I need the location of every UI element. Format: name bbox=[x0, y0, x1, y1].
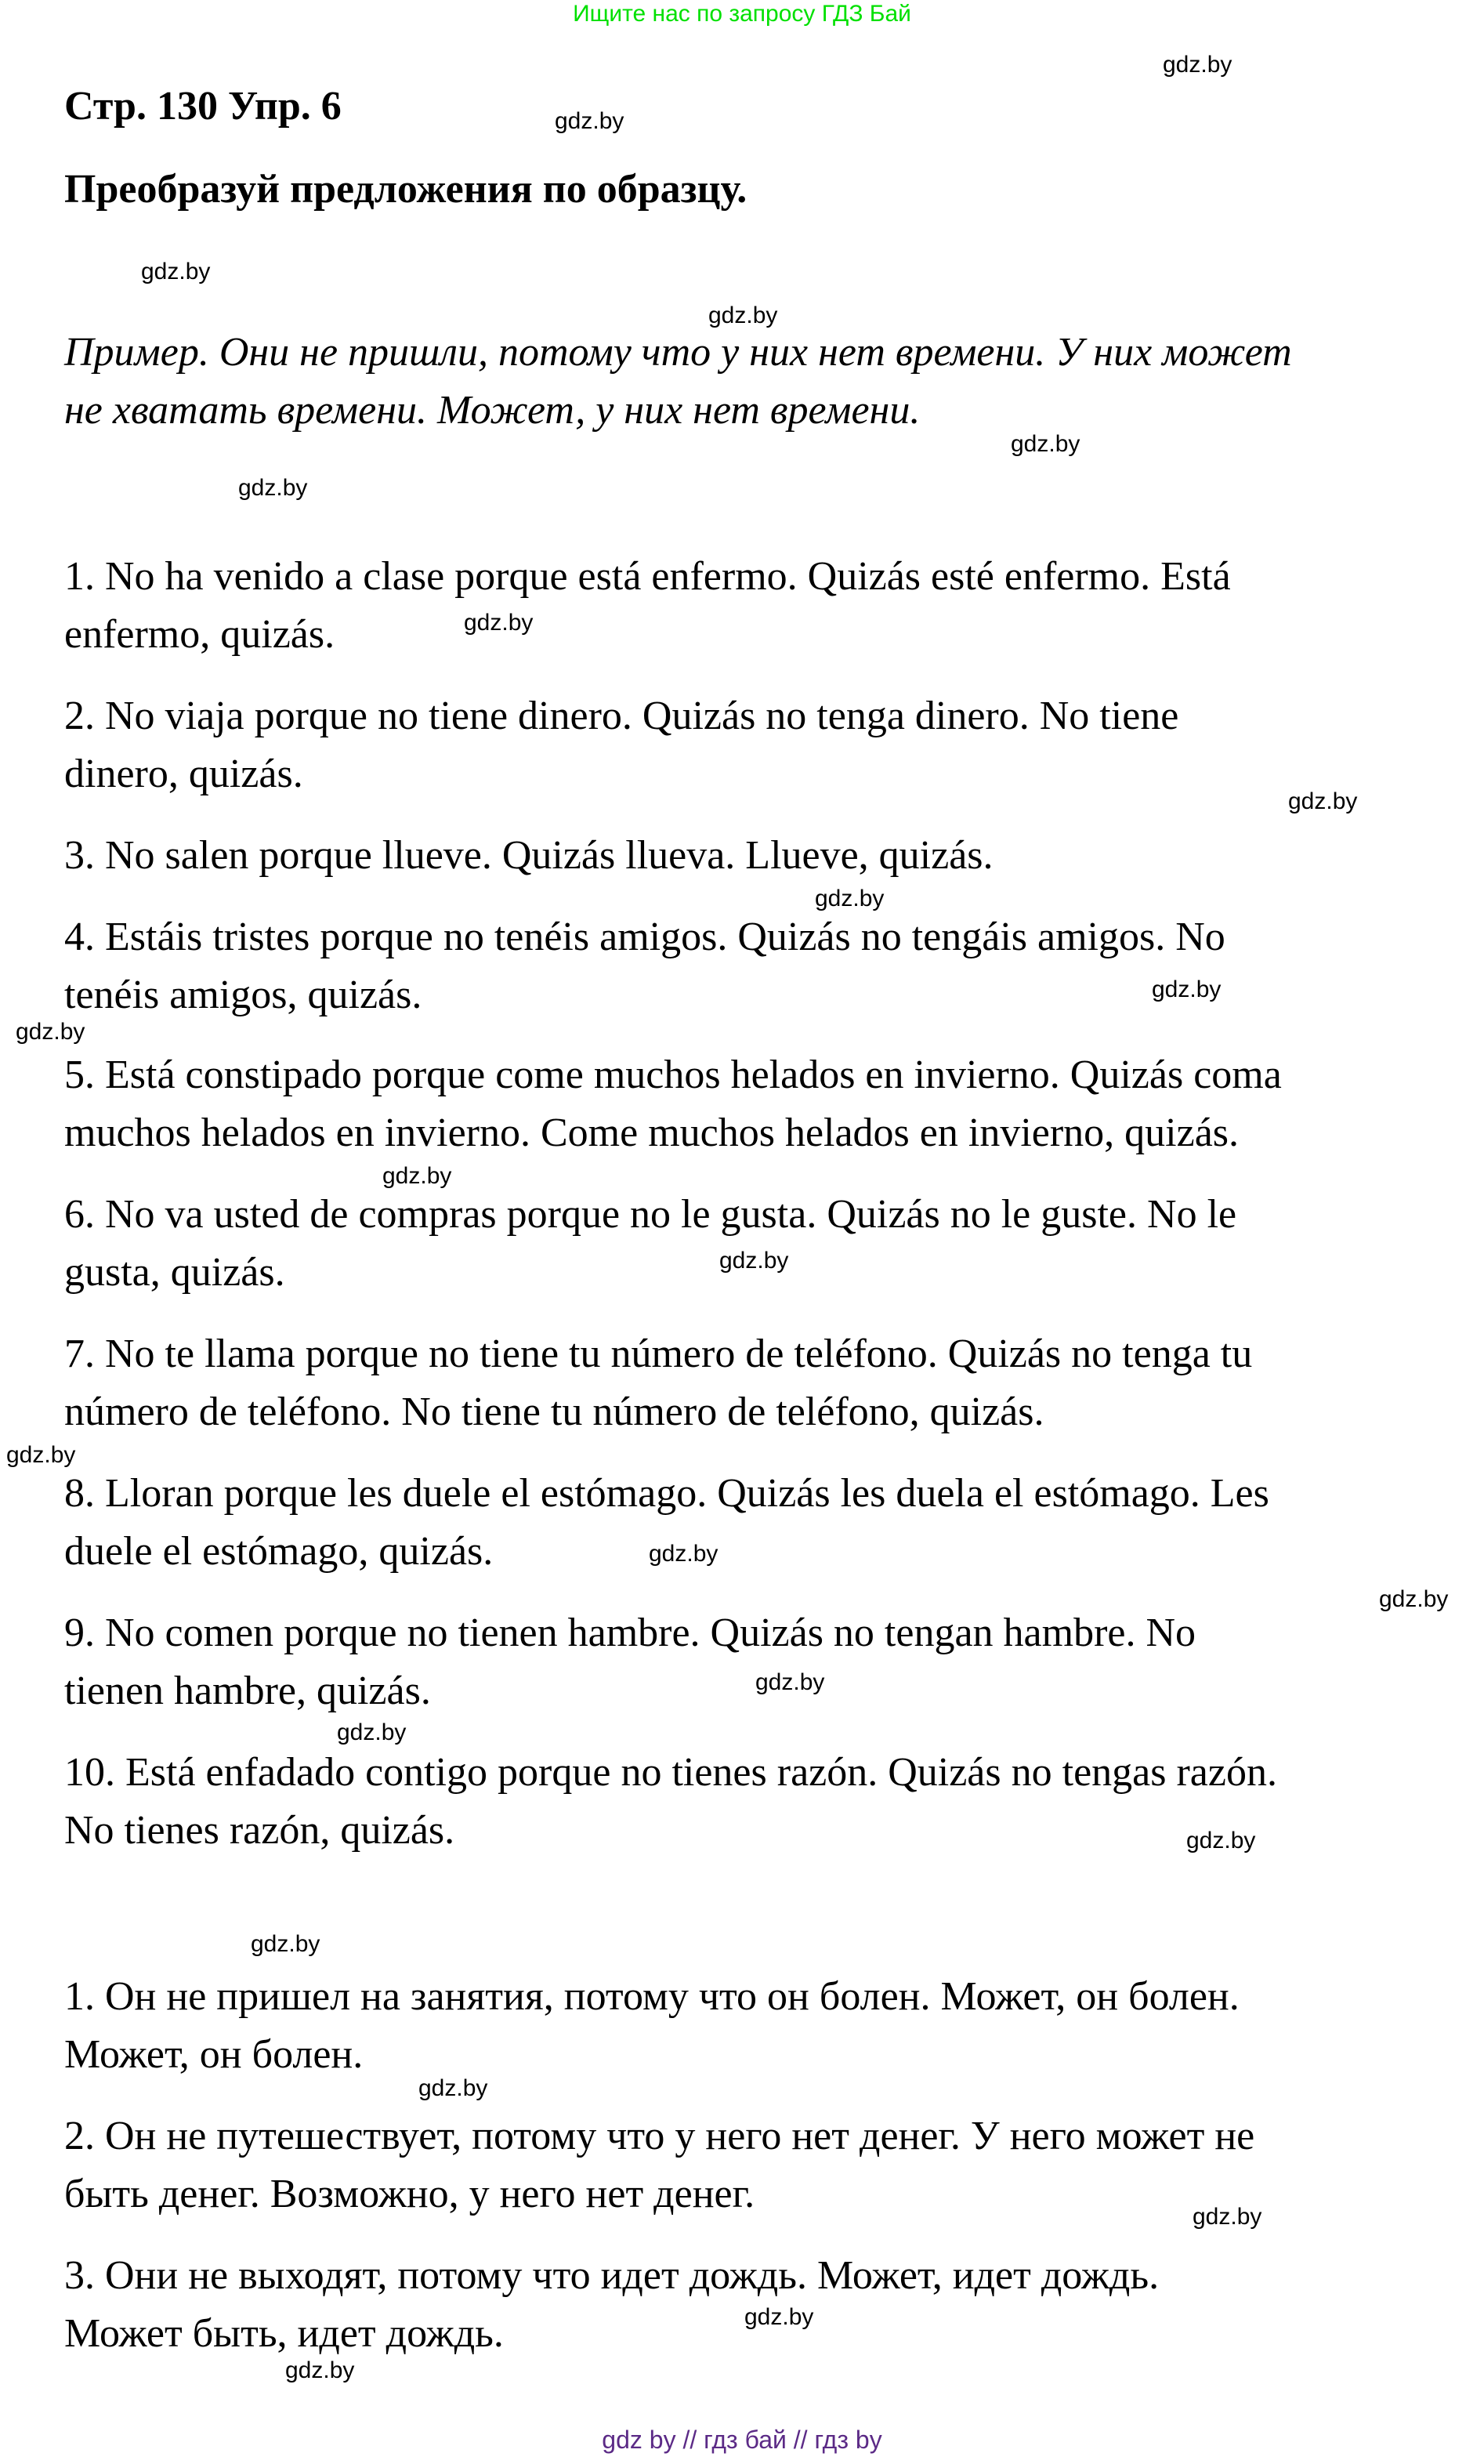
top-banner: Ищите нас по запросу ГДЗ Бай bbox=[573, 1, 911, 27]
russian-line: 1. Он не пришел на занятия, потому что он болен. Может, он болен. bbox=[64, 1974, 1240, 2019]
watermark: gdz.by bbox=[555, 108, 624, 134]
page-title: Стр. 130 Упр. 6 bbox=[64, 84, 342, 129]
spanish-line: tenéis amigos, quizás. bbox=[64, 973, 422, 1017]
watermark: gdz.by bbox=[1193, 2204, 1262, 2230]
watermark: gdz.by bbox=[382, 1163, 452, 1189]
spanish-line: dinero, quizás. bbox=[64, 752, 303, 796]
watermark: gdz.by bbox=[285, 2357, 355, 2383]
watermark: gdz.by bbox=[1152, 977, 1222, 1002]
spanish-line: 7. No te llama porque no tiene tu número de teléfono. Quizás no tenga tu bbox=[64, 1332, 1253, 1376]
watermark: gdz.by bbox=[6, 1442, 76, 1468]
watermark: gdz.by bbox=[1011, 431, 1080, 457]
watermark: gdz.by bbox=[719, 1248, 789, 1274]
spanish-line: duele el estómago, quizás. bbox=[64, 1529, 494, 1574]
spanish-line: tienen hambre, quizás. bbox=[64, 1669, 431, 1713]
spanish-line: 6. No va usted de compras porque no le gusta. Quizás no le guste. No le bbox=[64, 1192, 1237, 1237]
watermark: gdz.by bbox=[744, 2304, 814, 2330]
spanish-line: 3. No salen porque llueve. Quizás llueva. Llueve, quizás. bbox=[64, 833, 994, 878]
spanish-line: muchos helados en invierno. Come muchos helados en invierno, quizás. bbox=[64, 1111, 1240, 1155]
spanish-line: 4. Estáis tristes porque no tenéis amigos. Quizás no tengáis amigos. No bbox=[64, 915, 1225, 959]
spanish-line: enfermo, quizás. bbox=[64, 612, 335, 657]
watermark: gdz.by bbox=[649, 1541, 718, 1567]
russian-line: быть денег. Возможно, у него нет денег. bbox=[64, 2172, 755, 2216]
spanish-line: 10. Está enfadado contigo porque no tienes razón. Quizás no tengas razón. bbox=[64, 1750, 1277, 1795]
watermark: gdz.by bbox=[708, 303, 778, 328]
watermark: gdz.by bbox=[1186, 1828, 1256, 1853]
footer-links: gdz by // гдз бай // гдз by bbox=[602, 2426, 882, 2454]
spanish-line: gusta, quizás. bbox=[64, 1250, 285, 1295]
watermark: gdz.by bbox=[251, 1931, 320, 1957]
spanish-line: 9. No comen porque no tienen hambre. Quizás no tengan hambre. No bbox=[64, 1611, 1196, 1655]
watermark: gdz.by bbox=[755, 1669, 825, 1695]
watermark: gdz.by bbox=[1163, 52, 1232, 78]
watermark: gdz.by bbox=[1379, 1586, 1449, 1612]
spanish-line: No tienes razón, quizás. bbox=[64, 1808, 455, 1853]
watermark: gdz.by bbox=[464, 610, 534, 636]
spanish-line: 8. Lloran porque les duele el estómago. Quizás les duela el estómago. Les bbox=[64, 1471, 1269, 1516]
watermark: gdz.by bbox=[141, 259, 211, 284]
task-heading: Преобразуй предложения по образцу. bbox=[64, 167, 747, 212]
spanish-line: 5. Está constipado porque come muchos helados en invierno. Quizás coma bbox=[64, 1053, 1282, 1097]
watermark: gdz.by bbox=[16, 1019, 85, 1045]
spanish-line: 1. No ha venido a clase porque está enfermo. Quizás esté enfermo. Está bbox=[64, 554, 1231, 599]
example-line: Пример. Они не пришли, потому что у них нет времени. У них может bbox=[64, 330, 1292, 375]
watermark: gdz.by bbox=[238, 475, 308, 501]
watermark: gdz.by bbox=[815, 886, 885, 911]
watermark: gdz.by bbox=[337, 1719, 407, 1745]
russian-line: 2. Он не путешествует, потому что у него нет денег. У него может не bbox=[64, 2114, 1255, 2158]
example-line: не хватать времени. Может, у них нет времени. bbox=[64, 388, 921, 433]
russian-line: Может быть, идет дождь. bbox=[64, 2311, 504, 2356]
watermark: gdz.by bbox=[418, 2075, 488, 2101]
spanish-line: 2. No viaja porque no tiene dinero. Quizás no tenga dinero. No tiene bbox=[64, 694, 1179, 738]
russian-line: 3. Они не выходят, потому что идет дождь. Может, идет дождь. bbox=[64, 2253, 1160, 2298]
russian-line: Может, он болен. bbox=[64, 2032, 364, 2077]
spanish-line: número de teléfono. No tiene tu número de teléfono, quizás. bbox=[64, 1390, 1044, 1434]
watermark: gdz.by bbox=[1288, 788, 1358, 814]
